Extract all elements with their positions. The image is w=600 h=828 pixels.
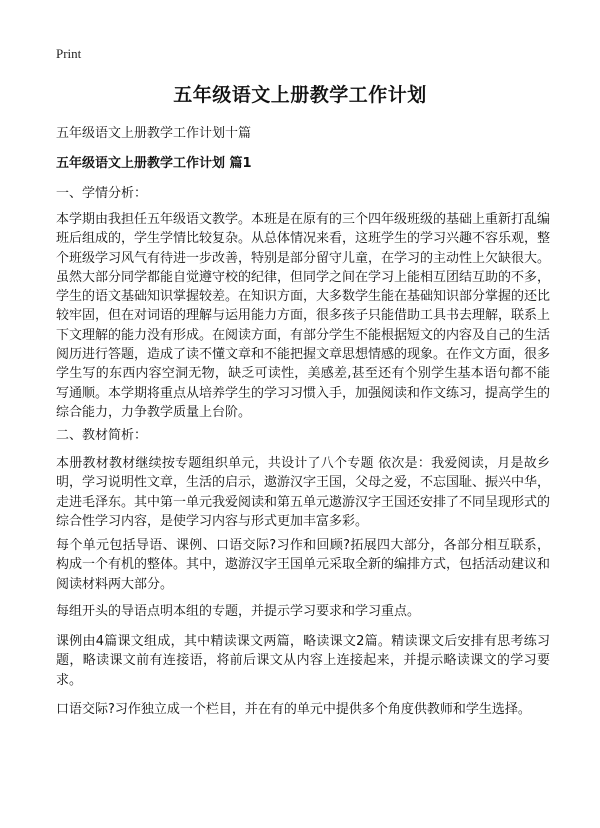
paragraph-oral-writing: 口语交际?习作独立成一个栏目，并在有的单元中提供多个角度供教师和学生选择。	[56, 702, 531, 717]
heading-learning-analysis: 一、学情分析：	[56, 186, 148, 201]
paragraph-lessons: 课例由4篇课文组成，其中精读课文两篇，略读课文2篇。精读课文后安排有思考练习题，略读课文前有连接语，将前后课文从内容上连接起来，并提示略读课文的学习要求。	[56, 634, 550, 688]
paragraph-unit-structure: 每个单元包括导语、课例、口语交际?习作和回顾?拓展四大部分，各部分相互联系，构成一个有机的整体。其中，遨游汉字王国单元采取全新的编排方式，包括活动建议和阅读材料两大部分。	[56, 538, 551, 592]
section-heading: 五年级语文上册教学工作计划 篇1	[56, 156, 252, 171]
paragraph-unit-intro: 每组开头的导语点明本组的专题，并提示学习要求和学习重点。	[56, 604, 421, 619]
print-link[interactable]: Print	[56, 46, 82, 61]
paragraph-learning-analysis: 本学期由我担任五年级语文教学。本班是在原有的三个四年级班级的基础上重新打乱编班后组成的，学生学情比较复杂。从总体情况来看，这班学生的学习兴趣不容乐观，整个班级学习风气有待进一步改善，特别是部分留守儿童，在学习的主动性上欠缺很大。虽然大部分同学都能自觉遵守校的纪律，但同学之间在学习上能相互团结互助的不多，学生的语文基础知识掌握较差。在知识方面，大多数学生能在基础知识部分掌握的还比较牢固，但在对词语的理解与运用能力方面，很多孩子只能借助工具书去理解，联系上下文理解的能力没有形成。在阅读方面，有部分学生不能根据短文的内容及自己的生活阅历进行答题，造成了读不懂文章和不能把握文章思想情感的现象。在作文方面，很多学生写的东西内容空洞无物，缺乏可读性，美感差,甚至还有个别学生基本语句都不能写通顺。本学期将重点从培养学生的学习习惯入手，加强阅读和作文练习，提高学生的综合能力，力争教学质量上台阶。	[56, 212, 551, 420]
page-title: 五年级语文上册教学工作计划	[173, 84, 427, 106]
heading-textbook-analysis: 二、教材简析：	[56, 428, 148, 443]
subtitle: 五年级语文上册教学工作计划十篇	[56, 126, 252, 141]
paragraph-textbook-overview: 本册教材教材继续按专题组织单元，共设计了八个专题 依次是：我爱阅读，月是故乡明，学习说明性文章，生活的启示，遨游汉字王国，父母之爱，不忘国耻、振兴中华，走进毛泽东。其中第一单元我爱阅读和第五单元遨游汉字王国还安排了不同呈现形式的综合性学习内容，是使学习内容与形式更加丰富多彩。	[56, 456, 551, 529]
